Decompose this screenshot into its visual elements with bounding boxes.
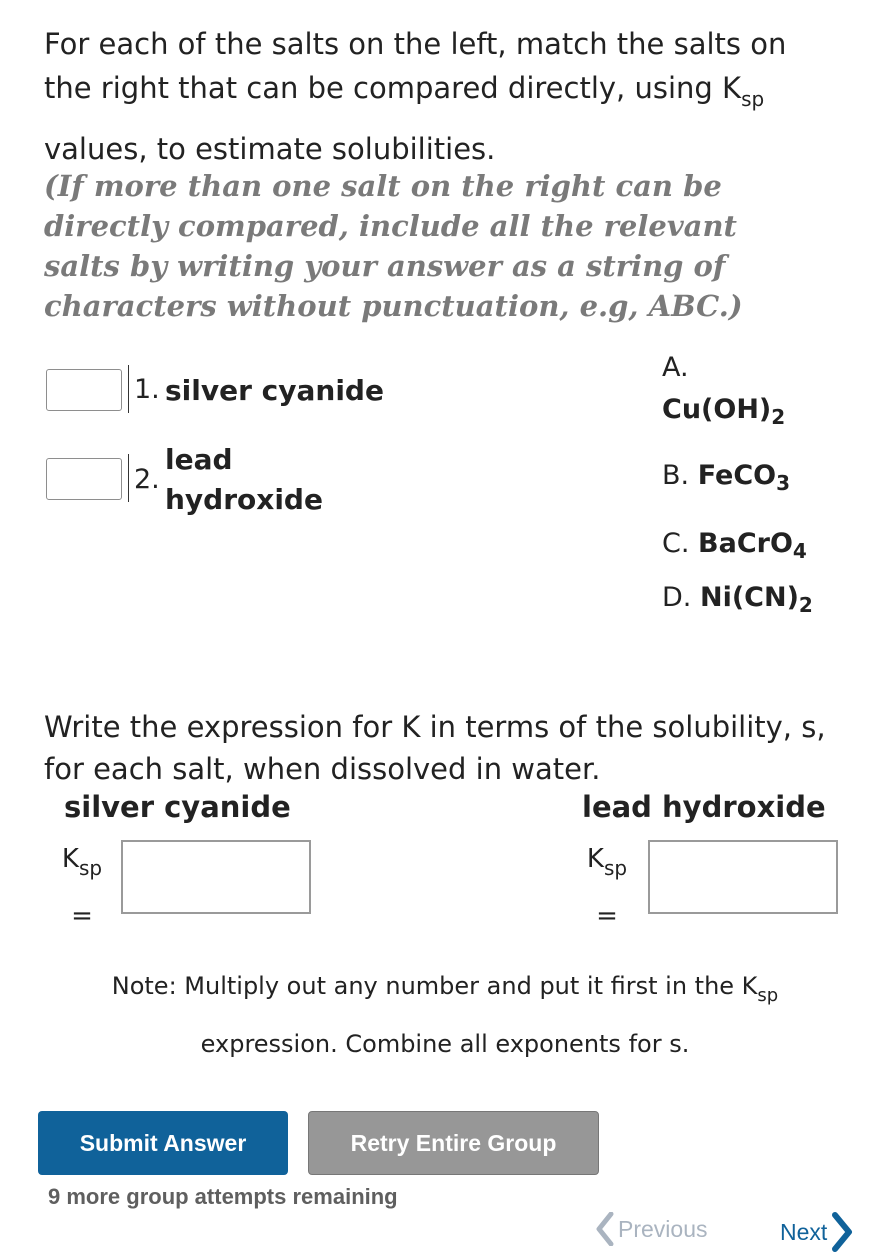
match-input-2[interactable]	[46, 458, 122, 500]
option-b-formula-sub: 3	[776, 471, 791, 495]
option-c-letter: C.	[662, 528, 690, 559]
salt-lead-label-line-2: hydroxide	[165, 483, 323, 516]
option-b	[662, 456, 790, 503]
ksp-label-1-equals: =	[71, 901, 93, 931]
option-d-letter: D.	[662, 582, 692, 613]
next-link[interactable]	[780, 1212, 853, 1252]
ksp-label-2-equals: =	[596, 901, 618, 931]
note-line-1-text: Note: Multiply out any number and put it first in the K	[111, 972, 758, 1000]
retry-entire-group-button[interactable]: Retry Entire Group	[308, 1111, 599, 1175]
option-d-formula-main: Ni(CN)	[699, 582, 799, 613]
chevron-right-icon	[831, 1212, 853, 1252]
option-a-formula-main: Cu(OH)	[662, 394, 772, 425]
option-b-formula-main: FeCO	[697, 460, 777, 491]
salt-lead-label-line-1: lead	[165, 443, 233, 476]
match-input-1[interactable]	[46, 369, 122, 411]
bracket-2	[128, 454, 129, 502]
question-line-2-text: the right that can be compared directly, using K	[44, 71, 742, 105]
hint-text: (If more than one salt on the right can be directly compared, include all the relevant salts by writing your answer as a string of characters without punctuation, e.g, ABC.)	[44, 169, 743, 323]
note-line-2: expression. Combine all exponents for s.	[200, 1030, 690, 1058]
option-a-letter: A.	[662, 352, 689, 383]
option-a-formula	[662, 390, 785, 437]
option-d	[662, 578, 813, 625]
ksp-subscript: sp	[741, 87, 765, 111]
question-text	[44, 22, 854, 171]
ksp-label-2	[577, 842, 637, 933]
option-d-formula-sub: 2	[798, 593, 813, 617]
attempts-remaining: 9 more group attempts remaining	[48, 1184, 398, 1209]
note-ksp-subscript: sp	[757, 985, 779, 1006]
next-label: Next	[780, 1218, 828, 1245]
salt2-title: lead hydroxide	[582, 790, 826, 824]
option-c-formula-sub: 4	[792, 539, 807, 563]
option-c	[662, 524, 807, 571]
option-b-letter: B.	[662, 460, 690, 491]
note-line-1	[40, 962, 850, 1020]
item-number-1: 1.	[134, 374, 160, 405]
ksp-input-silver-cyanide[interactable]	[121, 840, 311, 914]
ksp-label-1	[52, 842, 112, 933]
note-text	[40, 962, 850, 1068]
salt-silver-cyanide: silver cyanide	[165, 374, 384, 407]
previous-label: Previous	[618, 1215, 708, 1242]
ksp-label-1-main: K	[61, 844, 79, 874]
chevron-left-icon	[596, 1212, 614, 1246]
item-number-2: 2.	[134, 464, 160, 495]
bracket-1	[128, 365, 129, 413]
option-a-formula-sub: 2	[771, 405, 786, 429]
ksp-label-1-sub: sp	[78, 856, 103, 880]
question-line-3: values, to estimate solubilities.	[44, 132, 496, 166]
option-c-formula-main: BaCrO	[698, 528, 793, 559]
question-line-2	[44, 66, 854, 121]
previous-link[interactable]	[596, 1212, 707, 1246]
submit-answer-button[interactable]: Submit Answer	[38, 1111, 288, 1175]
question-line-1: For each of the salts on the left, match the salts on	[44, 27, 787, 61]
salt1-title: silver cyanide	[64, 790, 291, 824]
ksp-input-lead-hydroxide[interactable]	[648, 840, 838, 914]
ksp-label-2-main: K	[586, 844, 604, 874]
part2-prompt: Write the expression for K in terms of the solubility, s, for each salt, when dissolved in water.	[44, 710, 826, 786]
ksp-label-2-sub: sp	[603, 856, 628, 880]
